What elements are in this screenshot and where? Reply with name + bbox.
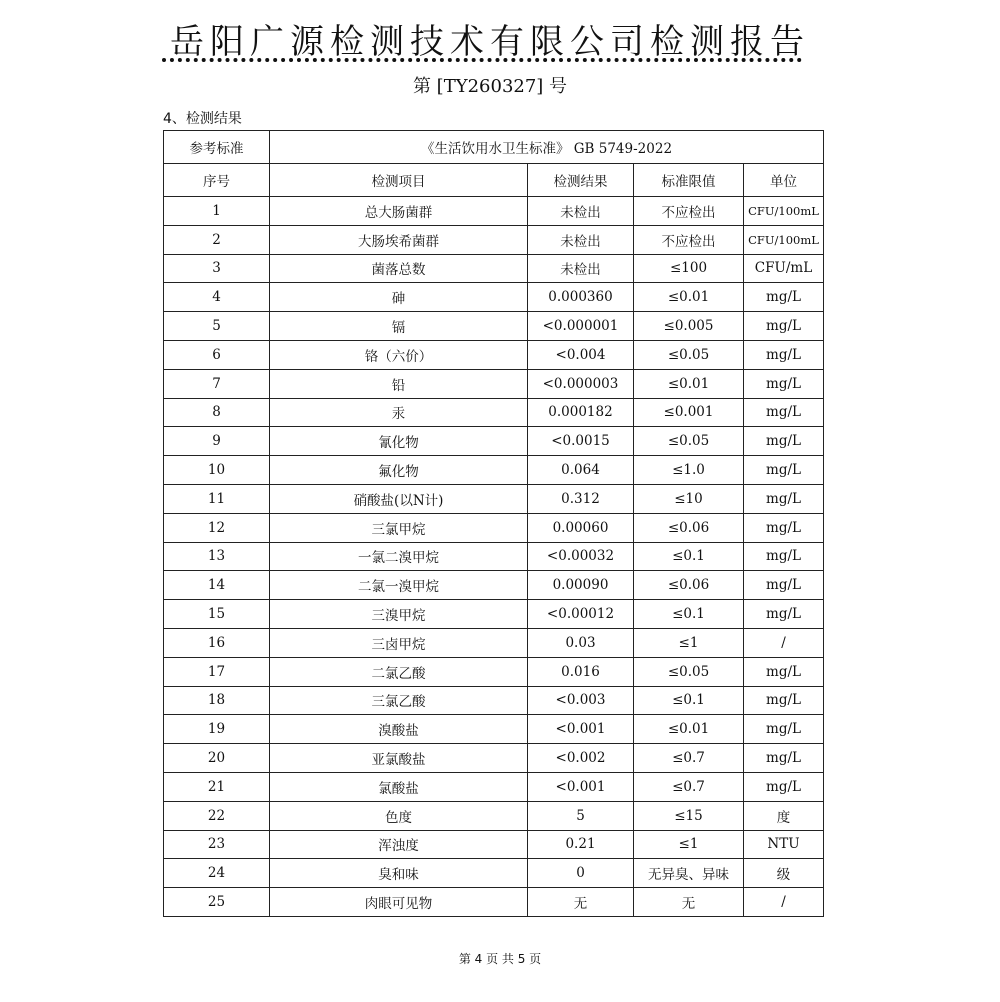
unit: CFU/mL <box>744 254 824 283</box>
table-header-row <box>164 164 824 197</box>
test-result: 0.000182 <box>528 398 634 427</box>
test-result: <0.00012 <box>528 600 634 629</box>
header-no: 序号 <box>164 164 270 197</box>
test-result: 0.016 <box>528 657 634 686</box>
table-row <box>164 340 824 369</box>
test-result: 0.064 <box>528 456 634 485</box>
test-result: 0 <box>528 859 634 888</box>
header-unit: 单位 <box>744 164 824 197</box>
table-row <box>164 571 824 600</box>
table-row <box>164 744 824 773</box>
table-row <box>164 686 824 715</box>
row-number: 24 <box>164 859 270 888</box>
table-row <box>164 427 824 456</box>
standard-limit: ≤0.1 <box>634 600 744 629</box>
row-number: 10 <box>164 456 270 485</box>
test-result: 0.00090 <box>528 571 634 600</box>
row-number: 25 <box>164 888 270 917</box>
table-row <box>164 600 824 629</box>
unit: mg/L <box>744 427 824 456</box>
page-footer: 第 4 页 共 5 页 <box>458 952 542 966</box>
standard-limit: 无 <box>634 888 744 917</box>
table-row <box>164 542 824 571</box>
test-item: 三溴甲烷 <box>270 600 528 629</box>
standard-limit: ≤10 <box>634 484 744 513</box>
standard-limit: ≤0.001 <box>634 398 744 427</box>
table-row <box>164 628 824 657</box>
standard-limit: ≤0.01 <box>634 283 744 312</box>
table-row <box>164 801 824 830</box>
test-item: 亚氯酸盐 <box>270 744 528 773</box>
table-row <box>164 283 824 312</box>
table-row <box>164 513 824 542</box>
standard-limit: 不应检出 <box>634 225 744 254</box>
row-number: 3 <box>164 254 270 283</box>
standard-limit: 无异臭、异味 <box>634 859 744 888</box>
unit: mg/L <box>744 283 824 312</box>
test-result: <0.003 <box>528 686 634 715</box>
standard-limit: ≤0.05 <box>634 427 744 456</box>
unit: mg/L <box>744 715 824 744</box>
test-result: <0.002 <box>528 744 634 773</box>
test-item: 溴酸盐 <box>270 715 528 744</box>
row-number: 17 <box>164 657 270 686</box>
standard-limit: ≤0.05 <box>634 340 744 369</box>
table-row <box>164 888 824 917</box>
test-item: 二氯乙酸 <box>270 657 528 686</box>
reference-value: 《生活饮用水卫生标准》 GB 5749-2022 <box>270 131 824 164</box>
test-result: 0.03 <box>528 628 634 657</box>
unit: NTU <box>744 830 824 859</box>
unit: mg/L <box>744 340 824 369</box>
standard-limit: ≤0.7 <box>634 744 744 773</box>
test-result: <0.001 <box>528 715 634 744</box>
report-number: 第 [TY260327] 号 <box>412 76 568 97</box>
table-row <box>164 859 824 888</box>
table-row <box>164 197 824 226</box>
table-row <box>164 398 824 427</box>
test-item: 二氯一溴甲烷 <box>270 571 528 600</box>
standard-limit: ≤1 <box>634 830 744 859</box>
row-number: 1 <box>164 197 270 226</box>
test-item: 铬（六价） <box>270 340 528 369</box>
test-result: <0.00032 <box>528 542 634 571</box>
test-item: 菌落总数 <box>270 254 528 283</box>
unit: mg/L <box>744 772 824 801</box>
row-number: 13 <box>164 542 270 571</box>
unit: 级 <box>744 859 824 888</box>
standard-limit: ≤15 <box>634 801 744 830</box>
test-item: 汞 <box>270 398 528 427</box>
test-item: 三氯甲烷 <box>270 513 528 542</box>
test-result: 0.312 <box>528 484 634 513</box>
test-result: <0.0015 <box>528 427 634 456</box>
test-item: 铅 <box>270 369 528 398</box>
results-table <box>163 130 824 917</box>
standard-limit: ≤0.005 <box>634 312 744 341</box>
title-divider <box>162 58 802 72</box>
row-number: 2 <box>164 225 270 254</box>
test-item: 大肠埃希菌群 <box>270 225 528 254</box>
test-result: 未检出 <box>528 225 634 254</box>
test-result: <0.004 <box>528 340 634 369</box>
row-number: 22 <box>164 801 270 830</box>
standard-limit: ≤1 <box>634 628 744 657</box>
test-result: <0.000001 <box>528 312 634 341</box>
test-item: 臭和味 <box>270 859 528 888</box>
standard-limit: ≤0.06 <box>634 571 744 600</box>
test-item: 氯酸盐 <box>270 772 528 801</box>
table-row <box>164 715 824 744</box>
reference-row <box>164 131 824 164</box>
unit: mg/L <box>744 657 824 686</box>
reference-label: 参考标准 <box>164 131 270 164</box>
test-result: <0.001 <box>528 772 634 801</box>
unit: mg/L <box>744 312 824 341</box>
standard-limit: ≤0.01 <box>634 715 744 744</box>
unit: CFU/100mL <box>744 225 824 254</box>
row-number: 18 <box>164 686 270 715</box>
row-number: 23 <box>164 830 270 859</box>
table-row <box>164 657 824 686</box>
row-number: 9 <box>164 427 270 456</box>
test-item: 一氯二溴甲烷 <box>270 542 528 571</box>
test-result: 0.000360 <box>528 283 634 312</box>
test-result: 无 <box>528 888 634 917</box>
row-number: 19 <box>164 715 270 744</box>
standard-limit: ≤0.1 <box>634 686 744 715</box>
test-item: 三氯乙酸 <box>270 686 528 715</box>
standard-limit: ≤0.06 <box>634 513 744 542</box>
unit: mg/L <box>744 398 824 427</box>
test-result: 5 <box>528 801 634 830</box>
row-number: 15 <box>164 600 270 629</box>
standard-limit: ≤100 <box>634 254 744 283</box>
table-row <box>164 830 824 859</box>
standard-limit: 不应检出 <box>634 197 744 226</box>
test-item: 氰化物 <box>270 427 528 456</box>
standard-limit: ≤0.01 <box>634 369 744 398</box>
row-number: 20 <box>164 744 270 773</box>
test-item: 总大肠菌群 <box>270 197 528 226</box>
row-number: 12 <box>164 513 270 542</box>
standard-limit: ≤1.0 <box>634 456 744 485</box>
test-item: 色度 <box>270 801 528 830</box>
table-row <box>164 225 824 254</box>
row-number: 14 <box>164 571 270 600</box>
table-row <box>164 312 824 341</box>
test-result: <0.000003 <box>528 369 634 398</box>
unit: mg/L <box>744 456 824 485</box>
table-row <box>164 484 824 513</box>
test-result: 未检出 <box>528 254 634 283</box>
standard-limit: ≤0.05 <box>634 657 744 686</box>
unit: mg/L <box>744 513 824 542</box>
row-number: 7 <box>164 369 270 398</box>
row-number: 11 <box>164 484 270 513</box>
table-row <box>164 369 824 398</box>
test-item: 硝酸盐(以N计) <box>270 484 528 513</box>
row-number: 5 <box>164 312 270 341</box>
unit: mg/L <box>744 542 824 571</box>
test-item: 砷 <box>270 283 528 312</box>
table-row <box>164 772 824 801</box>
unit: / <box>744 628 824 657</box>
section-title: 4、检测结果 <box>163 111 242 127</box>
test-result: 0.21 <box>528 830 634 859</box>
standard-limit: ≤0.1 <box>634 542 744 571</box>
test-result: 0.00060 <box>528 513 634 542</box>
unit: mg/L <box>744 484 824 513</box>
header-result: 检测结果 <box>528 164 634 197</box>
unit: mg/L <box>744 744 824 773</box>
header-limit: 标准限值 <box>634 164 744 197</box>
unit: mg/L <box>744 686 824 715</box>
unit: mg/L <box>744 571 824 600</box>
unit: / <box>744 888 824 917</box>
row-number: 8 <box>164 398 270 427</box>
test-item: 镉 <box>270 312 528 341</box>
test-item: 三卤甲烷 <box>270 628 528 657</box>
header-item: 检测项目 <box>270 164 528 197</box>
unit: mg/L <box>744 600 824 629</box>
unit: CFU/100mL <box>744 197 824 226</box>
row-number: 4 <box>164 283 270 312</box>
row-number: 21 <box>164 772 270 801</box>
row-number: 6 <box>164 340 270 369</box>
test-item: 浑浊度 <box>270 830 528 859</box>
unit: 度 <box>744 801 824 830</box>
row-number: 16 <box>164 628 270 657</box>
report-title: 岳阳广源检测技术有限公司检测报告 <box>170 22 810 62</box>
table-row <box>164 254 824 283</box>
table-row <box>164 456 824 485</box>
test-item: 肉眼可见物 <box>270 888 528 917</box>
test-result: 未检出 <box>528 197 634 226</box>
test-item: 氟化物 <box>270 456 528 485</box>
standard-limit: ≤0.7 <box>634 772 744 801</box>
unit: mg/L <box>744 369 824 398</box>
